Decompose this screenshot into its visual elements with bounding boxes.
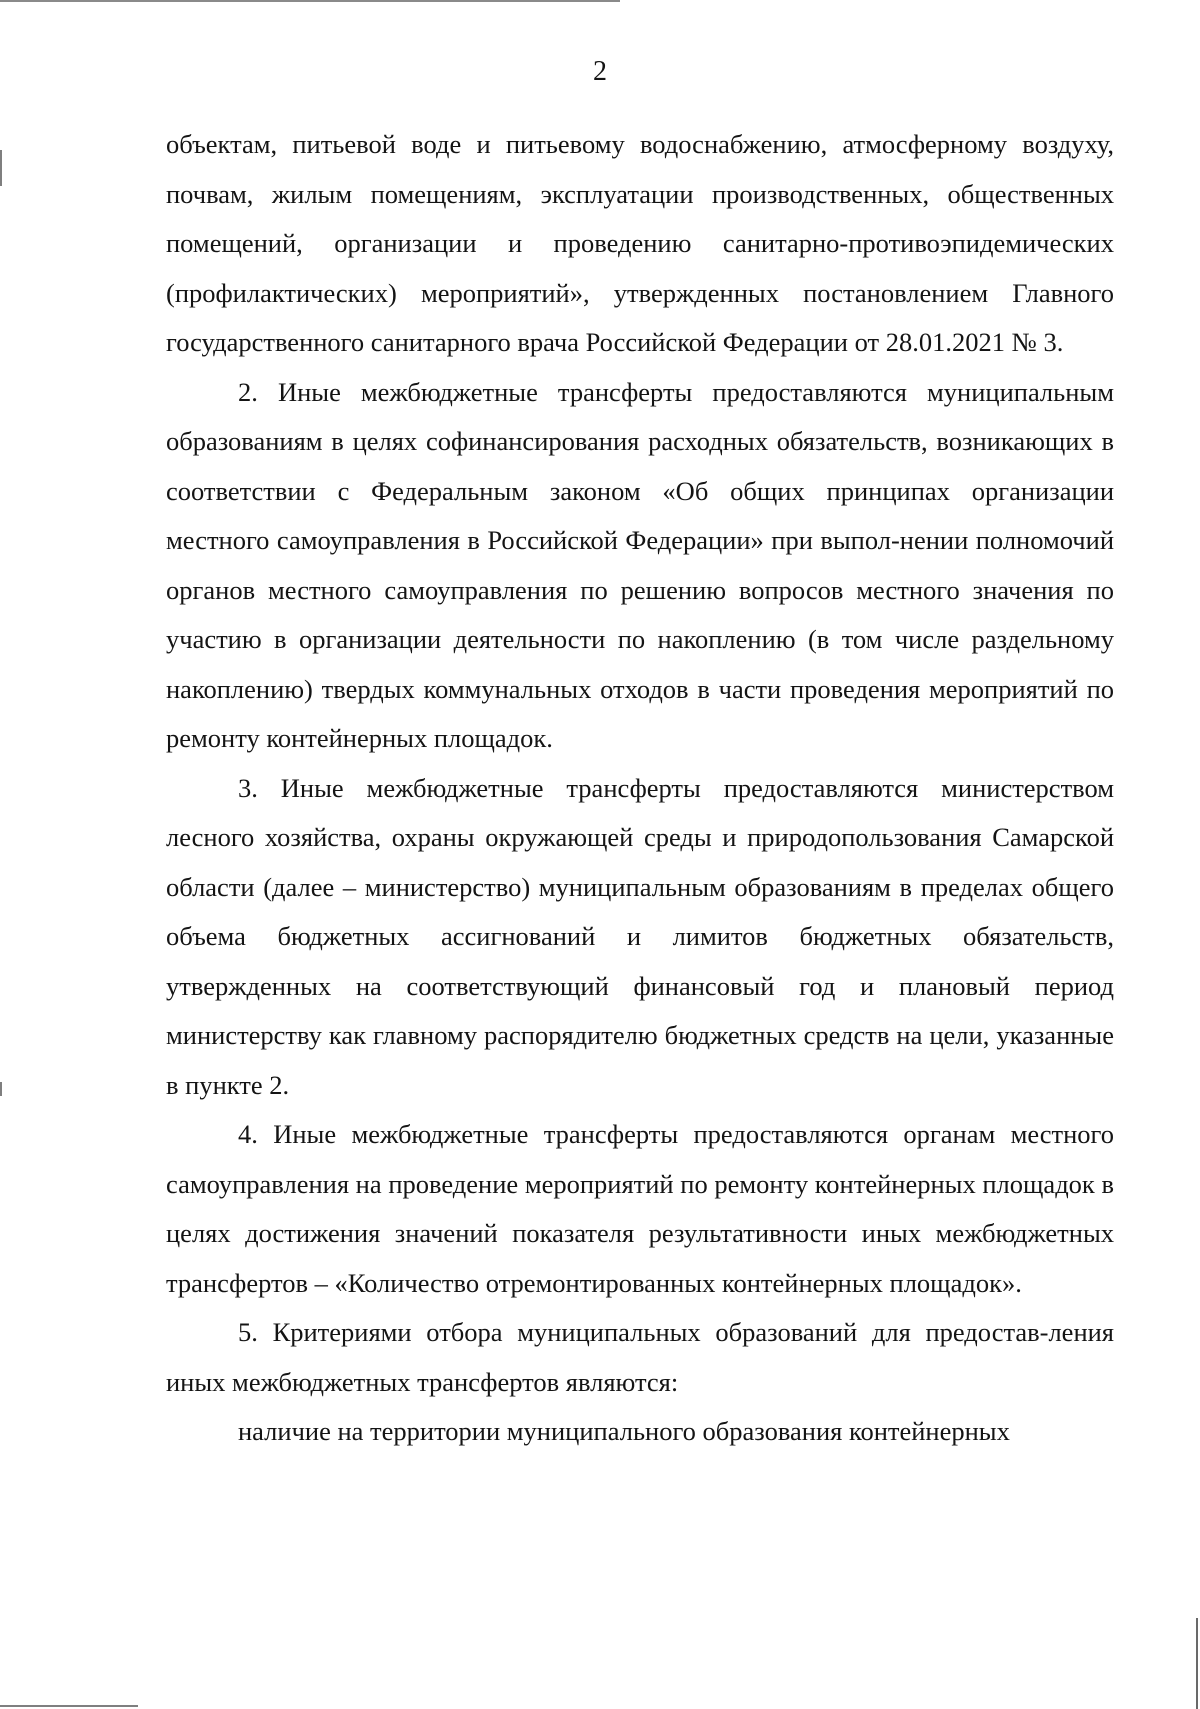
scan-mark-bottom: [0, 1705, 138, 1707]
paragraph-continuation: объектам, питьевой воде и питьевому водоснабжению, атмосферному воздуху, почвам, жилым помещениям, эксплуатации производственных, общественных помещений, организации и проведению санитарно-противоэпидемических (профилактических) мероприятий», утвержденных постановлением Главного государственного санитарного врача Российской Федерации от 28.01.2021 № 3.: [166, 129, 1114, 357]
paragraph-item-2: 2. Иные межбюджетные трансферты предоставляются муниципальным образованиям в целях софинансирования расходных обязательств, возникающих в соответствии с Федеральным законом «Об общих принципах организации местного самоуправления в Российской Федерации» при выпол-нении полномочий органов местного самоуправления по решению вопросов местного значения по участию в организации деятельности по накоплению (в том числе раздельному накоплению) твердых коммунальных отходов в части проведения мероприятий по ремонту контейнерных площадок.: [166, 376, 1114, 753]
scan-mark-left: [0, 150, 2, 186]
paragraph-item-5: 5. Критериями отбора муниципальных образований для предостав-ления иных межбюджетных трансфертов являются:: [166, 1317, 1114, 1397]
scan-edge-right: [1196, 1618, 1198, 1709]
paragraph-item-3: 3. Иные межбюджетные трансферты предоставляются министерством лесного хозяйства, охраны окружающей среды и природопользования Самарской области (далее – министерство) муниципальным образованиям в пределах общего объема бюджетных ассигнований и лимитов бюджетных обязательств, утвержденных на соответствующий финансовый год и плановый период министерству как главному распорядителю бюджетных средств на цели, указанные в пункте 2.: [166, 772, 1114, 1100]
document-body: [166, 120, 1114, 1457]
paragraph-criterion: наличие на территории муниципального образования контейнерных: [238, 1416, 1010, 1446]
scan-mark-left: [0, 1082, 2, 1096]
scan-edge-top: [0, 0, 620, 2]
paragraph-item-4: 4. Иные межбюджетные трансферты предоставляются органам местного самоуправления на проведение мероприятий по ремонту контейнерных площадок в целях достижения значений показателя результативности иных межбюджетных трансфертов – «Количество отремонтированных контейнерных площадок».: [166, 1119, 1114, 1298]
page-number: 2: [593, 56, 607, 87]
